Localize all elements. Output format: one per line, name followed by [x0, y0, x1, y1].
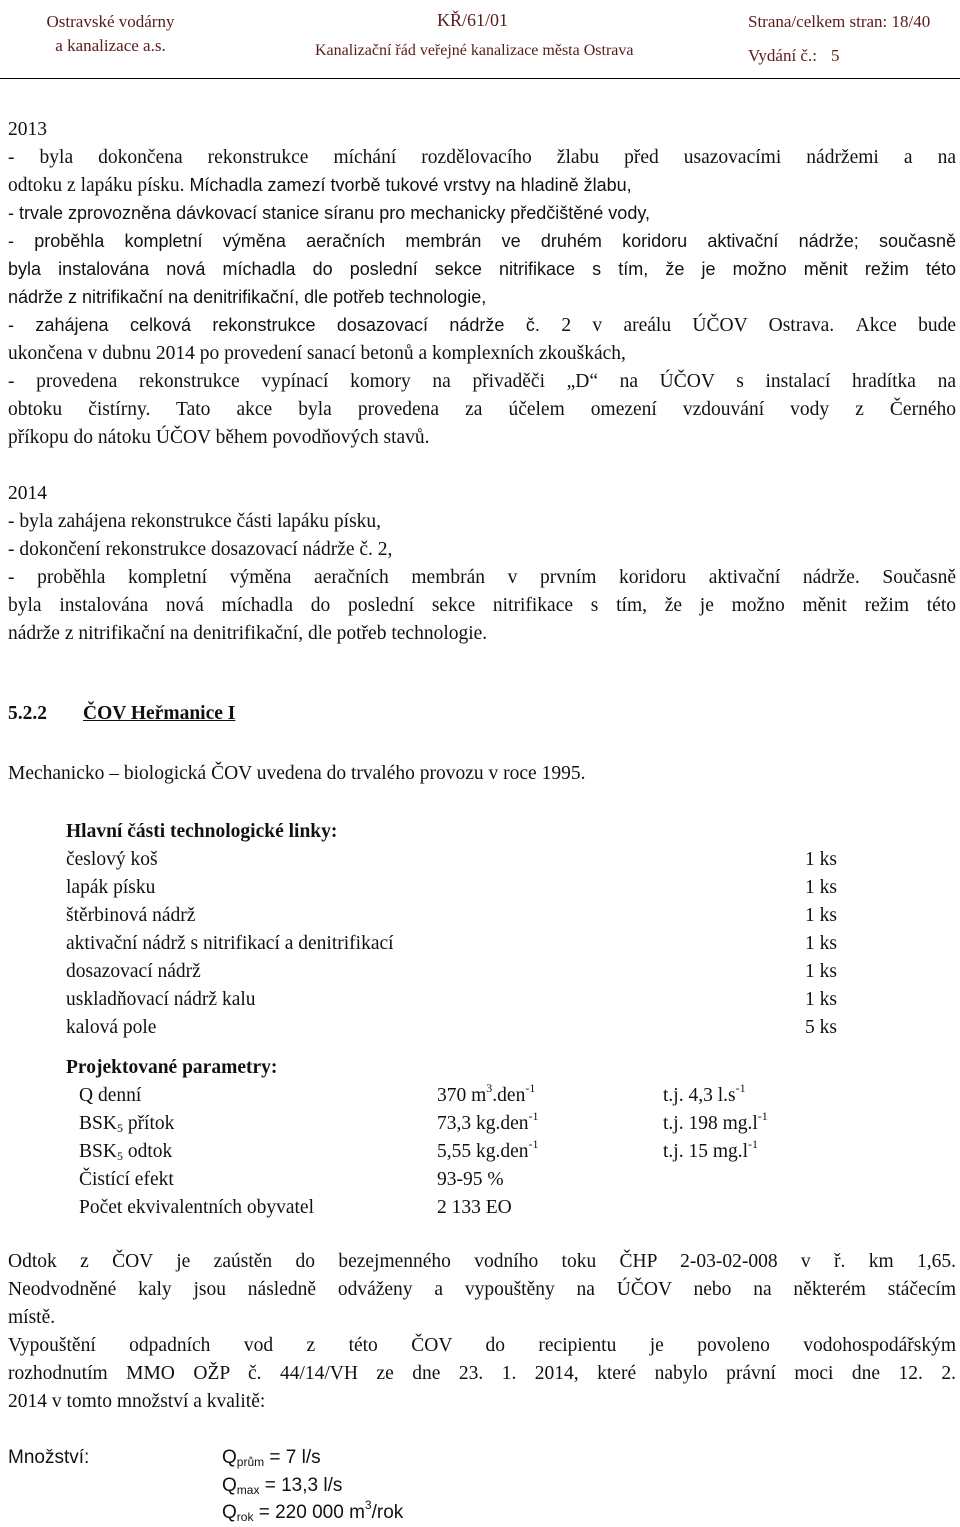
- paragraph-line: - provedena rekonstrukce vypínací komory na přivaděči „D“ na ÚČOV s instalací hradítka na: [8, 371, 956, 392]
- part-name: česlový koš: [66, 849, 158, 870]
- part-count: 1 ks: [805, 989, 837, 1010]
- part-name: uskladňovací nádrž kalu: [66, 989, 256, 1010]
- paragraph-line: odtoku z lapáku písku. Míchadla zamezí tvorbě tukové vrstvy na hladině žlabu,: [8, 175, 632, 196]
- quantity-q-prum: $Q_{prům} = 7$ l/s: [222, 1447, 321, 1469]
- doc-code: KŘ/61/01: [437, 10, 509, 30]
- paragraph-line: - dokončení rekonstrukce dosazovací nádrže č. 2,: [8, 539, 393, 560]
- part-name: kalová pole: [66, 1017, 157, 1038]
- edition-label: Vydání č.:: [748, 46, 817, 65]
- param-value: 2 133 EO: [437, 1197, 512, 1218]
- company-name: Ostravské vodárny a kanalizace a.s.: [46, 12, 175, 55]
- paragraph-line: ukončena v dubnu 2014 po provedení sanací betonů a komplexních zkouškách,: [8, 343, 626, 364]
- part-count: 1 ks: [805, 877, 837, 898]
- part-count: 5 ks: [805, 1017, 837, 1038]
- param-name: Počet ekvivalentních obyvatel: [79, 1197, 315, 1218]
- part-count: 1 ks: [805, 849, 837, 870]
- param-name: Q denní: [79, 1085, 142, 1106]
- part-name: dosazovací nádrž: [66, 961, 201, 982]
- quantity-q-rok: $Q_{rok} = 220$ 000 $m^3$/rok: [222, 1498, 404, 1524]
- param-value: 93-95 %: [437, 1169, 504, 1190]
- paragraph-line: - byla dokončena rekonstrukce míchání rozdělovacího žlabu před usazovacími nádržemi a na: [8, 147, 956, 168]
- paragraph-line: Odtok z ČOV je zaústěn do bezejmenného vodního toku ČHP 2-03-02-008 v ř. km 1,65.: [8, 1251, 956, 1272]
- paragraph-line: nádrže z nitrifikační na denitrifikační, dle potřeb technologie.: [8, 623, 488, 644]
- part-count: 1 ks: [805, 933, 837, 954]
- year-2013: 2013: [8, 119, 47, 140]
- part-count: 1 ks: [805, 961, 837, 982]
- quantity-q-max: $Q_{max} = 13,3$ l/s: [222, 1475, 343, 1497]
- part-name: aktivační nádrž s nitrifikací a denitrifikací: [66, 933, 394, 954]
- section-title: ČOV Heřmanice I: [83, 703, 236, 724]
- paragraph-line: - zahájena celková rekonstrukce dosazovací nádrže č. 2 v areálu ÚČOV Ostrava. Akce bude: [8, 315, 956, 336]
- paragraph-line: - proběhla kompletní výměna aeračních membrán ve druhém koridoru aktivační nádrže; současně: [8, 231, 956, 251]
- quantity-label: Množství:: [8, 1447, 90, 1468]
- paragraph-line: byla instalována nová míchadla do poslední sekce nitrifikace s tím, že je možno měnit režim této: [8, 595, 956, 616]
- edition-value: 5: [830, 46, 840, 65]
- part-name: štěrbinová nádrž: [66, 905, 196, 926]
- paragraph-line: nádrže z nitrifikační na denitrifikační, dle potřeb technologie,: [8, 287, 487, 307]
- param-equivalent: t.j. 4,3 $l.s^{-1}$: [663, 1081, 746, 1106]
- param-equivalent: t.j. 15 $mg.l^{-1}$: [663, 1137, 759, 1162]
- param-value: 73,3 kg.den$^{-1}$: [437, 1109, 539, 1134]
- paragraph-line: 2014 v tomto množství a kvalitě:: [8, 1391, 266, 1412]
- param-name: Čistící efekt: [79, 1169, 174, 1190]
- parts-heading: Hlavní části technologické linky:: [66, 821, 338, 842]
- param-name: $BSK_5$ odtok: [79, 1141, 173, 1163]
- paragraph-line: - proběhla kompletní výměna aeračních membrán v prvním koridoru aktivační nádrže. Současně: [8, 567, 956, 588]
- param-name: $BSK_5$ přítok: [79, 1113, 175, 1135]
- paragraph-line: Neodvodněné kaly jsou následně odváženy a vypouštěny na ÚČOV nebo na některém stáčecím: [8, 1279, 956, 1300]
- paragraph-line: - byla zahájena rekonstrukce části lapáku písku,: [8, 511, 382, 532]
- year-2014: 2014: [8, 483, 47, 504]
- paragraph-line: obtoku čistírny. Tato akce byla provedena za účelem omezení vzdouvání vody z Černého: [8, 399, 956, 420]
- param-equivalent: t.j. 198 $mg.l^{-1}$: [663, 1109, 768, 1134]
- param-value: 5,55 kg.den$^{-1}$: [437, 1137, 539, 1162]
- doc-title: Kanalizační řád veřejné kanalizace města Ostrava: [315, 42, 634, 59]
- document-header: [0, 0, 960, 79]
- paragraph-line: byla instalována nová míchadla do poslední sekce nitrifikace s tím, že je možno měnit režim této: [8, 259, 956, 279]
- section-heading: 5.2.2 ČOV Heřmanice I: [8, 703, 236, 724]
- intro-text: Mechanicko – biologická ČOV uvedena do trvalého provozu v roce 1995.: [8, 763, 586, 784]
- page-value: 18/40: [891, 12, 931, 31]
- page-info: [748, 10, 930, 68]
- paragraph-line: Vypouštění odpadních vod z této ČOV do recipientu je povoleno vodohospodářským: [8, 1335, 956, 1356]
- paragraph-line: - trvale zprovozněna dávkovací stanice síranu pro mechanicky předčištěné vody,: [8, 203, 650, 223]
- paragraph-line: příkopu do nátoku ÚČOV během povodňových stavů.: [8, 427, 430, 448]
- paragraph-line: rozhodnutím MMO OŽP č. 44/14/VH ze dne 23. 1. 2014, které nabylo právní moci dne 12. 2.: [8, 1363, 956, 1384]
- paragraph-line: místě.: [8, 1307, 56, 1328]
- part-count: 1 ks: [805, 905, 837, 926]
- page-label: Strana/celkem stran:: [748, 12, 888, 31]
- param-value: 370 $m^3.den^{-1}$: [437, 1081, 536, 1106]
- part-name: lapák písku: [66, 877, 156, 898]
- params-heading: Projektované parametry:: [66, 1057, 278, 1078]
